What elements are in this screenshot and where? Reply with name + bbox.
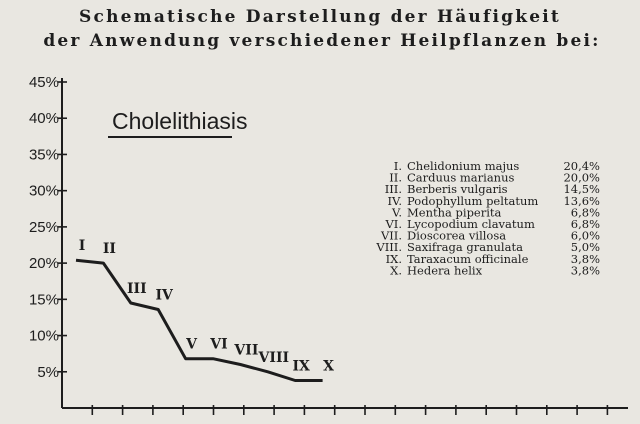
legend-plant: Carduus marianus: [407, 170, 515, 185]
y-tick-label: 25%: [28, 218, 59, 236]
chart-subtitle: Cholelithiasis: [112, 108, 248, 134]
legend-plant: Saxifraga granulata: [407, 240, 523, 255]
y-tick-label: 45%: [28, 74, 59, 91]
legend-numeral: V.: [392, 205, 402, 220]
legend: [375, 159, 600, 277]
legend-value: 20,0%: [563, 170, 600, 185]
legend-value: 6,8%: [570, 205, 600, 220]
point-marker-1: I: [78, 238, 86, 255]
legend-numeral: VI.: [385, 217, 402, 231]
legend-numeral: IX.: [385, 251, 402, 266]
y-tick-label: 15%: [28, 291, 59, 309]
point-marker-2: II: [102, 241, 116, 258]
x-axis-ticks: [92, 405, 607, 415]
y-tick-label: 40%: [28, 110, 59, 128]
legend-numeral: III.: [384, 182, 402, 197]
legend-numeral: VIII.: [376, 240, 402, 255]
legend-plant: Hedera helix: [407, 263, 483, 278]
legend-plant: Podophyllum peltatum: [407, 193, 539, 208]
point-marker-4: IV: [155, 287, 173, 304]
point-markers: [79, 238, 334, 374]
point-marker-6: VI: [210, 336, 228, 353]
legend-plant: Taraxacum officinale: [407, 251, 529, 266]
legend-numeral: VII.: [380, 228, 402, 243]
point-marker-8: VIII: [258, 349, 290, 366]
chart-title-line-1: Schematische Darstellung der Häufigkeit: [79, 7, 561, 27]
legend-numeral: X.: [390, 263, 402, 278]
legend-value: 6,8%: [570, 217, 600, 231]
legend-numeral: II.: [389, 170, 402, 185]
point-marker-10: X: [323, 358, 335, 375]
point-marker-9: IX: [292, 358, 310, 375]
chart-title-line-2: der Anwendung verschiedener Heilpflanzen bei:: [43, 31, 601, 51]
legend-value: 20,4%: [563, 159, 600, 173]
legend-plant: Dioscorea villosa: [407, 228, 507, 243]
legend-plant: Mentha piperita: [407, 205, 502, 220]
y-tick-label: 30%: [28, 182, 59, 200]
legend-plant: Berberis vulgaris: [407, 182, 508, 197]
y-tick-label: 20%: [28, 255, 59, 273]
legend-value: 6,0%: [570, 228, 600, 243]
y-tick-label: 35%: [28, 146, 59, 164]
legend-value: 3,8%: [570, 263, 600, 278]
legend-numeral: I.: [393, 159, 402, 173]
legend-value: 13,6%: [563, 193, 600, 208]
point-marker-3: III: [126, 280, 147, 297]
legend-plant: Chelidonium majus: [407, 159, 520, 173]
legend-value: 14,5%: [563, 182, 600, 197]
legend-numeral: IV.: [387, 193, 402, 208]
y-tick-label: 5%: [37, 363, 59, 381]
legend-value: 5,0%: [570, 240, 600, 255]
y-tick-label: 10%: [28, 327, 59, 345]
legend-value: 3,8%: [570, 251, 600, 266]
legend-plant: Lycopodium clavatum: [407, 217, 535, 231]
point-marker-7: VII: [234, 342, 259, 359]
point-marker-5: V: [186, 336, 198, 353]
